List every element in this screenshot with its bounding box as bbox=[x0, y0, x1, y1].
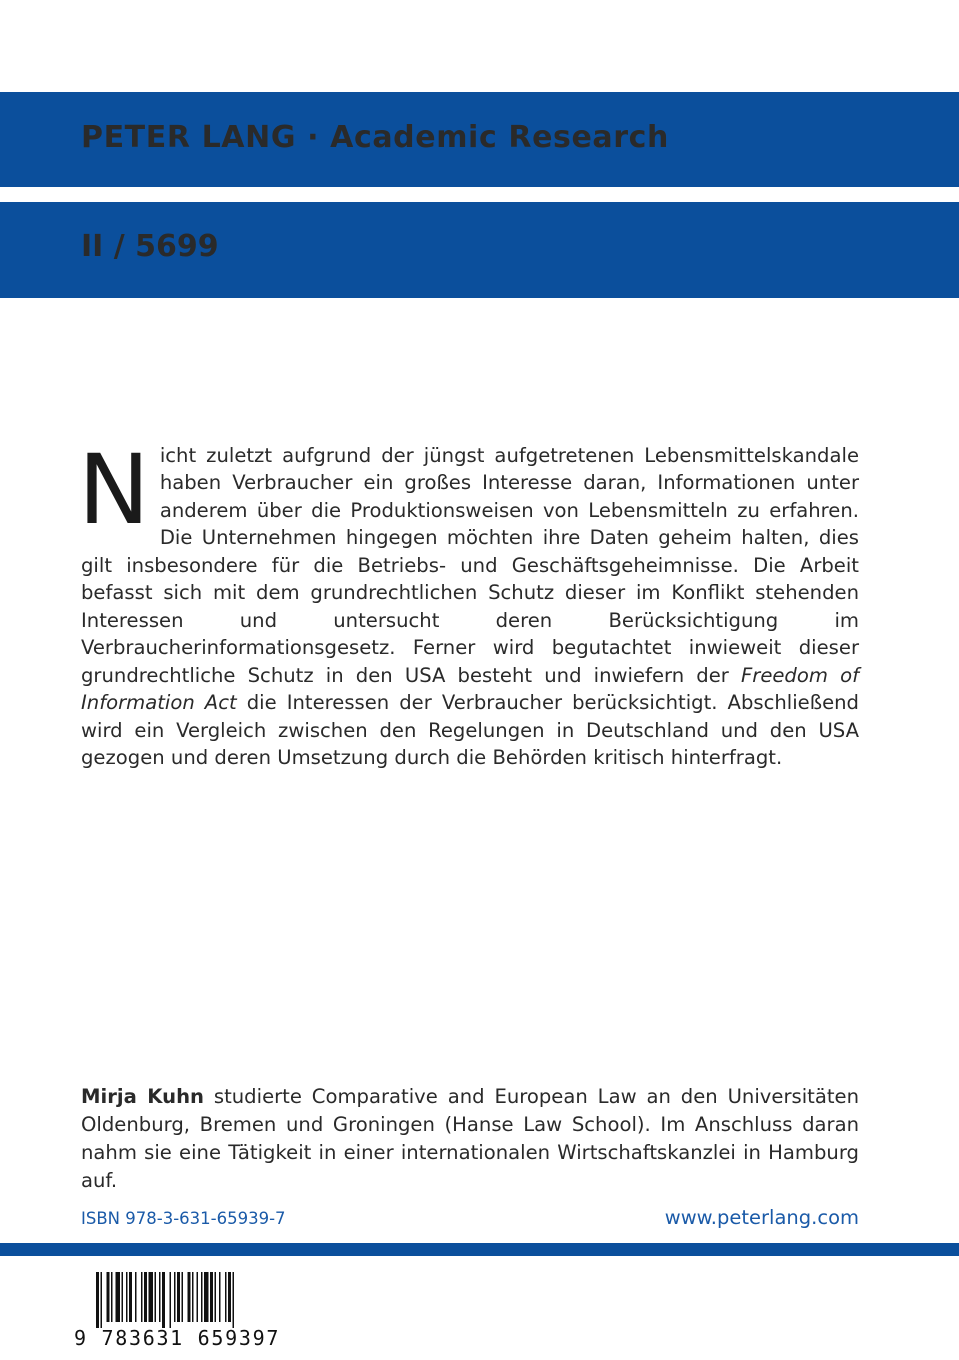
series-number: II / 5699 bbox=[81, 229, 219, 264]
bottom-rule bbox=[0, 1243, 959, 1256]
barcode-bars bbox=[74, 1268, 289, 1328]
publisher-website-link[interactable]: www.peterlang.com bbox=[664, 1206, 859, 1229]
blurb-text-1: icht zuletzt aufgrund der jüngst aufgetretenen Lebensmittelskandale haben Verbraucher ein großes Interesse daran, Informationen unter anderem über die Produktionsweisen von Lebensmitteln zu erfahren. Die Unternehmen hingegen möchten ihre Daten geheim halten, dies gilt insbesondere für die Betriebs- und Geschäftsgeheimnisse. Die Arbeit befasst sich mit dem grundrechtlichen Schutz dieser im Konflikt stehenden Interessen und untersucht deren Berücksichtigung im Verbraucherinformationsgesetz. Ferner wird begutachtet inwieweit dieser grundrechtliche Schutz in den USA besteht und inwiefern der bbox=[81, 444, 859, 687]
blurb-text-2: die Interessen der Verbraucher berücksichtigt. Abschließend wird ein Vergleich zwischen den Regelungen in Deutschland und den USA gezogen und deren Umsetzung durch die Behörden kritisch hinterfragt. bbox=[81, 691, 859, 769]
author-bio bbox=[81, 1083, 859, 1195]
barcode-digits: 9 783631 659397 bbox=[74, 1326, 281, 1350]
series-title: PETER LANG · Academic Research bbox=[81, 120, 669, 155]
drop-cap: N bbox=[78, 434, 150, 546]
author-bio-text: studierte Comparative and European Law an den Universitäten Oldenburg, Bremen und Groningen (Hanse Law School). Im Anschluss daran nahm sie eine Tätigkeit in einer internationalen Wirtschaftskanzlei in Hamburg auf. bbox=[81, 1085, 860, 1192]
blurb-italic-title: Freedom of Information Act bbox=[81, 663, 859, 715]
author-name: Mirja Kuhn bbox=[81, 1085, 204, 1108]
isbn-barcode bbox=[74, 1268, 289, 1360]
book-blurb bbox=[78, 434, 859, 771]
isbn-label: ISBN 978-3-631-65939-7 bbox=[81, 1209, 286, 1228]
